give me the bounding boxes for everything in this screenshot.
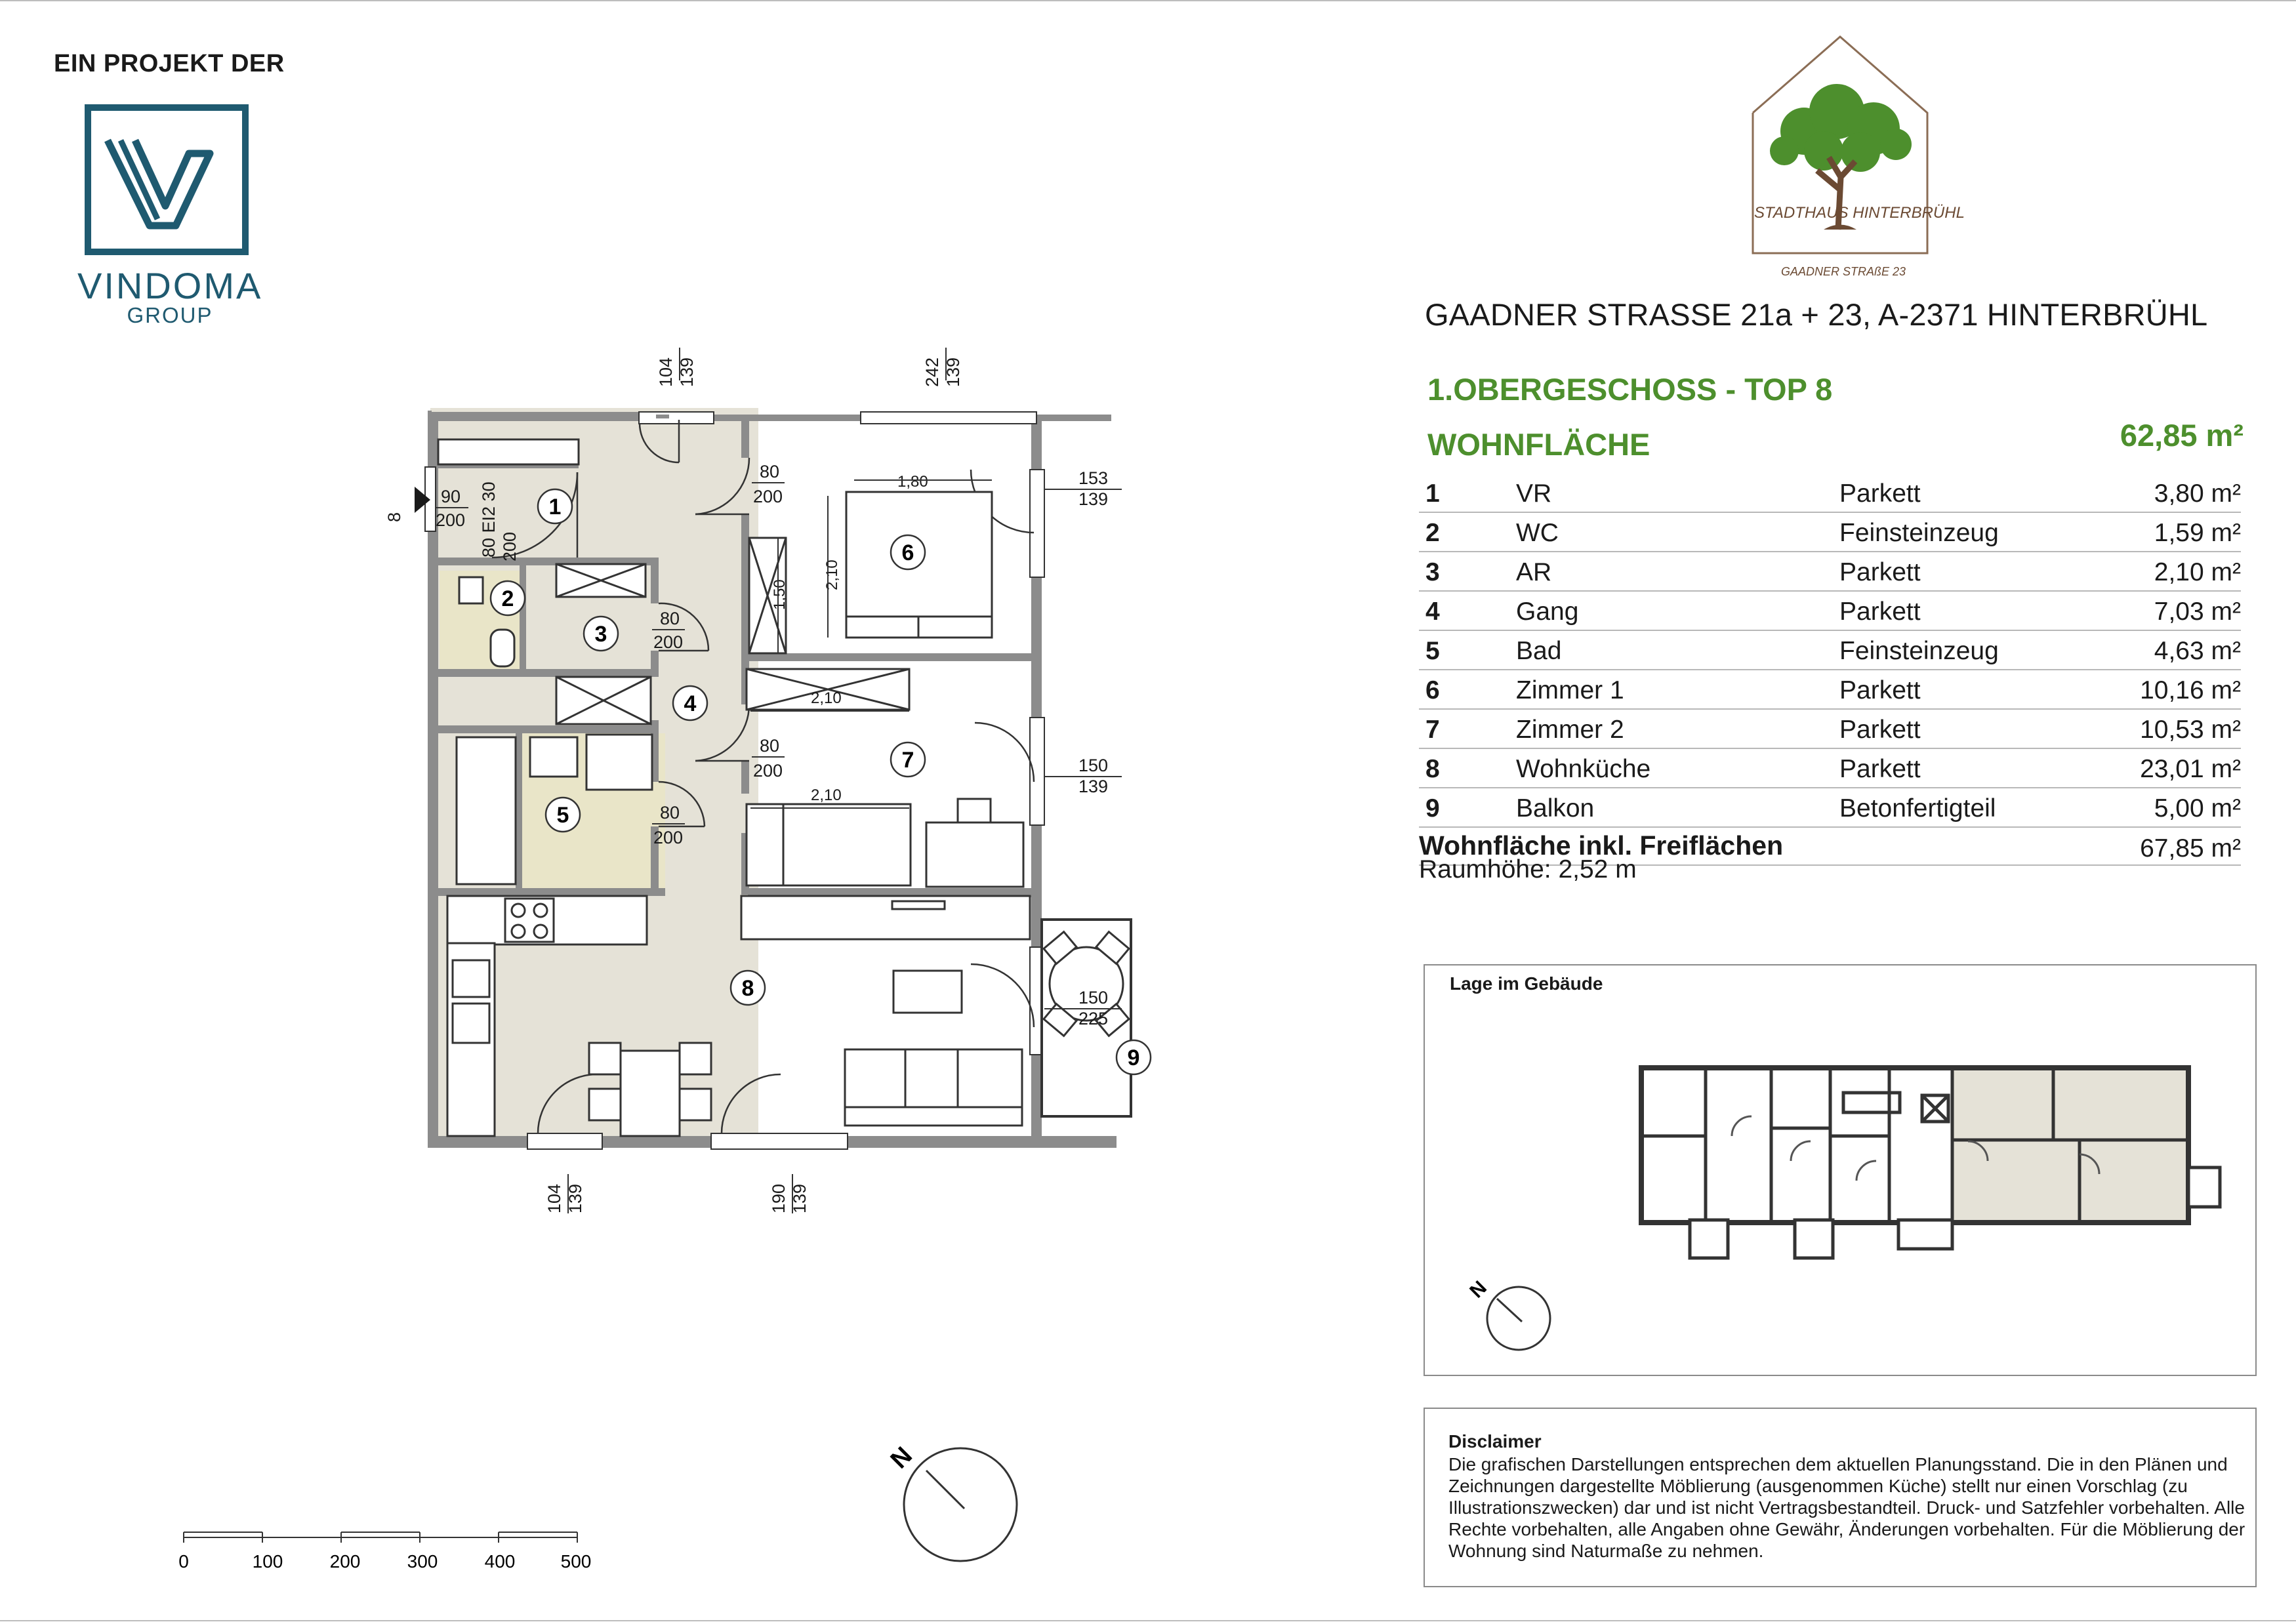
table-row — [1419, 513, 2241, 552]
dim-win-r6-w: 153 — [1078, 468, 1109, 488]
room-name: Balkon — [1516, 794, 1595, 822]
dim-win-r6-h: 139 — [1078, 489, 1109, 509]
room-area: 23,01 m² — [2140, 755, 2241, 783]
dim-win-r8-h: 225 — [1078, 1009, 1109, 1028]
dim-win-bot2-w: 190 — [769, 1183, 789, 1213]
room-number: 4 — [1425, 598, 1440, 626]
room-name: AR — [1516, 558, 1552, 586]
dim-wc-door-h: 200 — [500, 531, 520, 561]
company-sub: GROUP — [127, 303, 213, 327]
table-row — [1419, 670, 2241, 710]
dim-door-z1-w: 80 — [760, 462, 780, 481]
dim-entry-height: 8 — [384, 512, 404, 522]
dim-door-z1-h: 200 — [753, 487, 783, 506]
dim-door-z2-h: 200 — [753, 761, 783, 781]
room-label-6: 6 — [901, 540, 914, 565]
room-name: VR — [1516, 479, 1552, 508]
room-area: 5,00 m² — [2154, 794, 2241, 822]
scale-tick: 500 — [560, 1551, 592, 1572]
highlighted-unit — [1952, 1070, 2186, 1220]
total-label: Wohnfläche inkl. Freiflächen — [1419, 830, 1784, 861]
table-row — [1419, 631, 2241, 670]
dim-entry-w: 90 — [441, 487, 461, 506]
room-label-9: 9 — [1127, 1045, 1140, 1070]
room-area: 3,80 m² — [2154, 479, 2241, 508]
table-row — [1419, 592, 2241, 631]
room-name: Zimmer 2 — [1516, 716, 1624, 744]
room-label-1: 1 — [548, 495, 562, 519]
dim-win-bot1-w: 104 — [544, 1183, 564, 1213]
room-name: WC — [1516, 519, 1559, 547]
room-name: Wohnküche — [1516, 755, 1651, 783]
dim-bed6-l: 2,10 — [823, 559, 841, 590]
total-value: 67,85 m² — [2140, 834, 2241, 863]
room-area: 7,03 m² — [2154, 598, 2241, 626]
room-number: 1 — [1425, 479, 1440, 508]
table-row — [1419, 474, 2241, 513]
room-flooring: Parkett — [1839, 676, 1921, 704]
dim-ward7: 2,10 — [811, 689, 842, 707]
project-logo-text: STADTHAUS HINTERBRÜHL — [1754, 204, 1965, 222]
table-row — [1419, 749, 2241, 788]
disclaimer-text: Die grafischen Darstellungen entsprechen dem aktuellen Planungsstand. Die in den Plänen und Zeichnungen dargestellte Möblierung (ausgenommen Küche) stellt nur einen Vorschlag (zu Illustrationszwecken) dar und ist nicht Vertragsbestandteil. Druck- und Satzfehler vorbehalten. Alle Rechte vorbehalten, alle Angaben ohne Gewähr, Änderungen vorbehalten. Für die Möblierung der Wohnung sind Naturmaße zu nehmen. — [1448, 1454, 2245, 1561]
address: GAADNER STRASSE 21a + 23, A-2371 HINTERBRÜHL — [1425, 297, 2208, 332]
room-flooring: Parkett — [1839, 755, 1921, 783]
room-area: 4,63 m² — [2154, 637, 2241, 665]
brand-caption: EIN PROJEKT DER — [54, 50, 285, 77]
room-area: 1,59 m² — [2154, 519, 2241, 547]
room-flooring: Feinsteinzeug — [1839, 637, 1999, 665]
scale-tick: 100 — [252, 1551, 283, 1572]
dim-entry-h: 200 — [436, 510, 466, 530]
scale-tick: 300 — [407, 1551, 438, 1572]
room-flooring: Feinsteinzeug — [1839, 519, 1999, 547]
dim-door-bad-h: 200 — [653, 828, 684, 847]
stadthaus-logo-icon — [1745, 33, 1965, 289]
table-row — [1419, 552, 2241, 592]
floor-title: 1.OBERGESCHOSS - TOP 8 — [1427, 372, 1833, 407]
floor-plan — [367, 341, 1246, 1259]
room-flooring: Parkett — [1839, 479, 1921, 508]
area-value: 62,85 m² — [2120, 418, 2244, 453]
room-label-3: 3 — [594, 622, 607, 647]
room-name: Zimmer 1 — [1516, 676, 1624, 704]
dim-win-top2-h: 139 — [943, 357, 963, 387]
room-flooring: Betonfertigteil — [1839, 794, 1996, 822]
dim-win-bot1-h: 139 — [565, 1183, 585, 1213]
north-label: N — [1466, 1276, 1491, 1303]
north-label: N — [885, 1442, 918, 1474]
room-number: 3 — [1425, 558, 1440, 586]
room-name: Gang — [1516, 598, 1579, 626]
dim-wc-door-w: 80 EI2 30 — [479, 481, 499, 558]
room-number: 5 — [1425, 637, 1440, 665]
scale-tick: 200 — [329, 1551, 361, 1572]
dim-ward6: 1,50 — [771, 579, 789, 610]
ceiling-height: Raumhöhe: 2,52 m — [1419, 855, 1637, 883]
room-flooring: Parkett — [1839, 558, 1921, 586]
dim-win-r7-h: 139 — [1078, 777, 1109, 796]
scale-tick: 0 — [178, 1551, 189, 1572]
dim-win-bot2-h: 139 — [790, 1183, 810, 1213]
scale-bar — [171, 1528, 630, 1581]
table-row — [1419, 710, 2241, 749]
room-flooring: Parkett — [1839, 716, 1921, 744]
room-label-5: 5 — [556, 803, 569, 828]
project-logo-sub: GAADNER STRAßE 23 — [1781, 265, 1906, 278]
dim-door-ar-w: 80 — [660, 609, 680, 628]
bottom-border — [0, 1620, 2296, 1621]
building-location-map — [1424, 964, 2254, 1373]
company-name: VINDOMA — [77, 265, 263, 306]
dim-bed6-w: 1,80 — [897, 473, 928, 491]
scale-tick: 400 — [484, 1551, 516, 1572]
room-number: 6 — [1425, 676, 1440, 704]
dim-win-r7-w: 150 — [1078, 756, 1109, 775]
room-label-4: 4 — [684, 691, 697, 716]
room-number: 2 — [1425, 519, 1440, 547]
dim-win-top1-h: 139 — [677, 357, 697, 387]
location-title: Lage im Gebäude — [1450, 973, 1603, 994]
room-flooring: Parkett — [1839, 598, 1921, 626]
disclaimer-title: Disclaimer — [1448, 1431, 1542, 1451]
table-row — [1419, 788, 2241, 828]
room-table — [1419, 474, 2241, 866]
north-arrow — [879, 1436, 1036, 1581]
dim-door-z2-w: 80 — [760, 736, 780, 756]
room-number: 9 — [1425, 794, 1440, 822]
room-area: 2,10 m² — [2154, 558, 2241, 586]
room-label-7: 7 — [901, 748, 914, 773]
room-name: Bad — [1516, 637, 1562, 665]
vindoma-logo-icon — [84, 104, 251, 258]
room-label-8: 8 — [741, 976, 754, 1001]
dim-bed7: 2,10 — [811, 786, 842, 804]
room-number: 8 — [1425, 755, 1440, 783]
dim-win-top1-w: 104 — [656, 357, 676, 387]
room-number: 7 — [1425, 716, 1440, 744]
dim-door-ar-h: 200 — [653, 632, 684, 652]
dim-door-bad-w: 80 — [660, 803, 680, 822]
area-label: WOHNFLÄCHE — [1427, 427, 1650, 462]
room-label-2: 2 — [501, 586, 514, 611]
top-border — [0, 0, 2296, 1]
dim-win-r8-w: 150 — [1078, 988, 1109, 1007]
room-area: 10,16 m² — [2140, 676, 2241, 704]
room-area: 10,53 m² — [2140, 716, 2241, 744]
dim-win-top2-w: 242 — [922, 357, 942, 387]
